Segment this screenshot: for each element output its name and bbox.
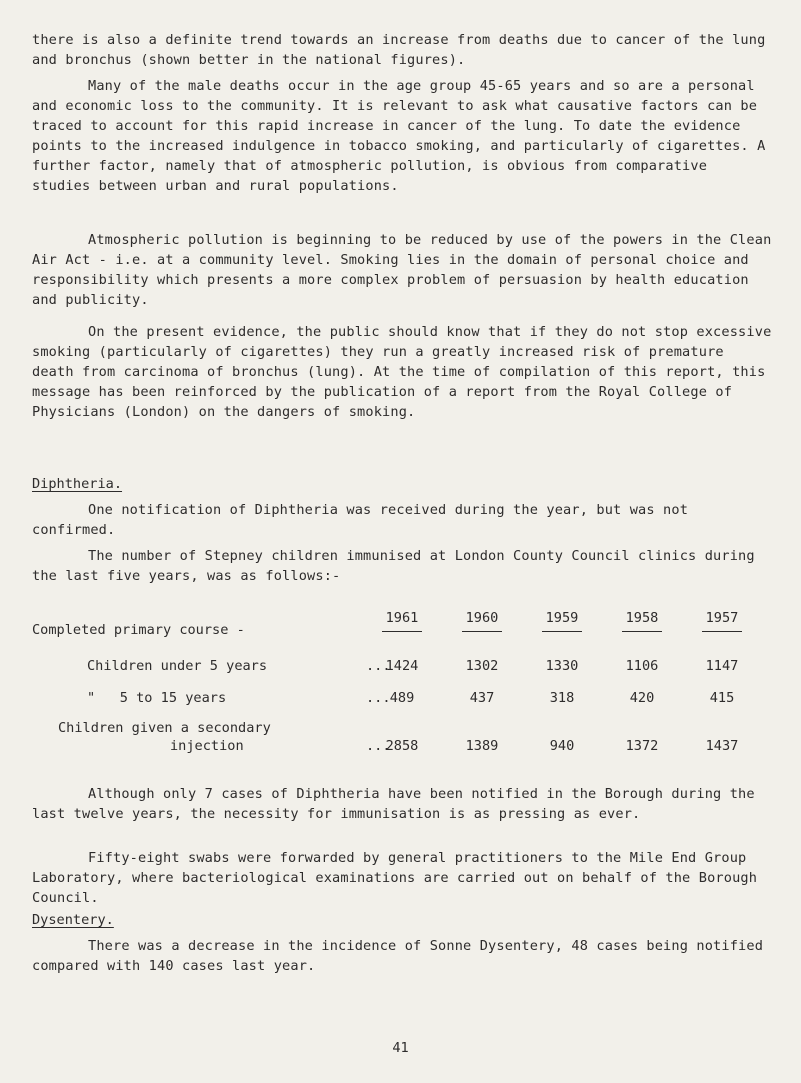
page-number: 41 bbox=[392, 1040, 409, 1056]
paragraph-sonne-dysentery: There was a decrease in the incidence of Sonne Dysentery, 48 cases being notified compared with 140 cases last year. bbox=[32, 938, 764, 974]
table-cell: 1372 bbox=[625, 738, 659, 754]
row-label: Children given a secondary bbox=[58, 720, 271, 736]
table-cell: 318 bbox=[549, 690, 575, 706]
table-cell: 1147 bbox=[705, 658, 739, 674]
row-leader-dots: ... bbox=[366, 690, 391, 706]
year-header: 1960 bbox=[465, 610, 499, 626]
paragraph-immunised-children: The number of Stepney children immunised at London County Council clinics during the last five years, was as follows:- bbox=[32, 548, 755, 584]
paragraph-immunisation-necessity: Although only 7 cases of Diphtheria have been notified in the Borough during the last twelve years, the necessity for immunisation is as pressing as ever. bbox=[32, 786, 755, 822]
section-label-completed-primary: Completed primary course - bbox=[32, 622, 245, 638]
year-underline bbox=[462, 631, 502, 632]
row-label: injection bbox=[170, 738, 244, 754]
table-cell: 1389 bbox=[465, 738, 499, 754]
table-cell: 940 bbox=[549, 738, 575, 754]
table-cell: 437 bbox=[469, 690, 495, 706]
table-cell: 489 bbox=[389, 690, 415, 706]
year-header: 1958 bbox=[625, 610, 659, 626]
table-cell: 420 bbox=[629, 690, 655, 706]
year-underline bbox=[622, 631, 662, 632]
year-underline bbox=[542, 631, 582, 632]
paragraph-atmospheric-pollution: Atmospheric pollution is beginning to be reduced by use of the powers in the Clean Air Act - i.e. at a community level. Smoking lies in the domain of personal choice and responsibility which presents a more complex problem of persuasion by health education and publicity. bbox=[32, 232, 772, 308]
heading-diphtheria: Diphtheria. bbox=[32, 476, 123, 492]
table-cell: 1424 bbox=[385, 658, 419, 674]
table-cell: 2858 bbox=[385, 738, 419, 754]
row-leader-dots: ... bbox=[366, 658, 391, 674]
year-header: 1959 bbox=[545, 610, 579, 626]
table-cell: 1330 bbox=[545, 658, 579, 674]
paragraph-diphtheria-notification: One notification of Diphtheria was received during the year, but was not confirmed. bbox=[32, 502, 689, 538]
row-leader-dots: ... bbox=[366, 738, 391, 754]
paragraph-male-deaths: Many of the male deaths occur in the age group 45-65 years and so are a personal and economic loss to the community. It is relevant to ask what causative factors can be traced to account for this rapid increase in cancer of the lung. To date the evidence points to the increased indulgence in tobacco smoking, and particularly of cigarettes. A further factor, namely that of atmospheric pollution, is obvious from comparative studies between urban and rural populations. bbox=[32, 78, 766, 194]
row-label: Children under 5 years bbox=[87, 658, 268, 674]
table-cell: 1106 bbox=[625, 658, 659, 674]
paragraph-present-evidence: On the present evidence, the public should know that if they do not stop excessive smoking (particularly of cigarettes) they run a greatly increased risk of premature death from carcinoma of bronchus (lung). At the time of compilation of this report, this message has been reinforced by the publication of a report from the Royal College of Physicians (London) on the dangers of smoking. bbox=[32, 324, 772, 420]
table-cell: 415 bbox=[709, 690, 735, 706]
year-header: 1961 bbox=[385, 610, 419, 626]
heading-dysentery: Dysentery. bbox=[32, 912, 114, 928]
year-header: 1957 bbox=[705, 610, 739, 626]
paragraph-lung-cancer-trend: there is also a definite trend towards an increase from deaths due to cancer of the lung and bronchus (shown better in the national figures). bbox=[32, 32, 766, 68]
table-cell: 1302 bbox=[465, 658, 499, 674]
year-underline bbox=[702, 631, 742, 632]
year-underline bbox=[382, 631, 422, 632]
table-cell: 1437 bbox=[705, 738, 739, 754]
row-label: " 5 to 15 years bbox=[87, 690, 227, 706]
paragraph-swabs: Fifty-eight swabs were forwarded by general practitioners to the Mile End Group Laboratory, where bacteriological examinations are carried out on behalf of the Borough Council. bbox=[32, 850, 758, 906]
